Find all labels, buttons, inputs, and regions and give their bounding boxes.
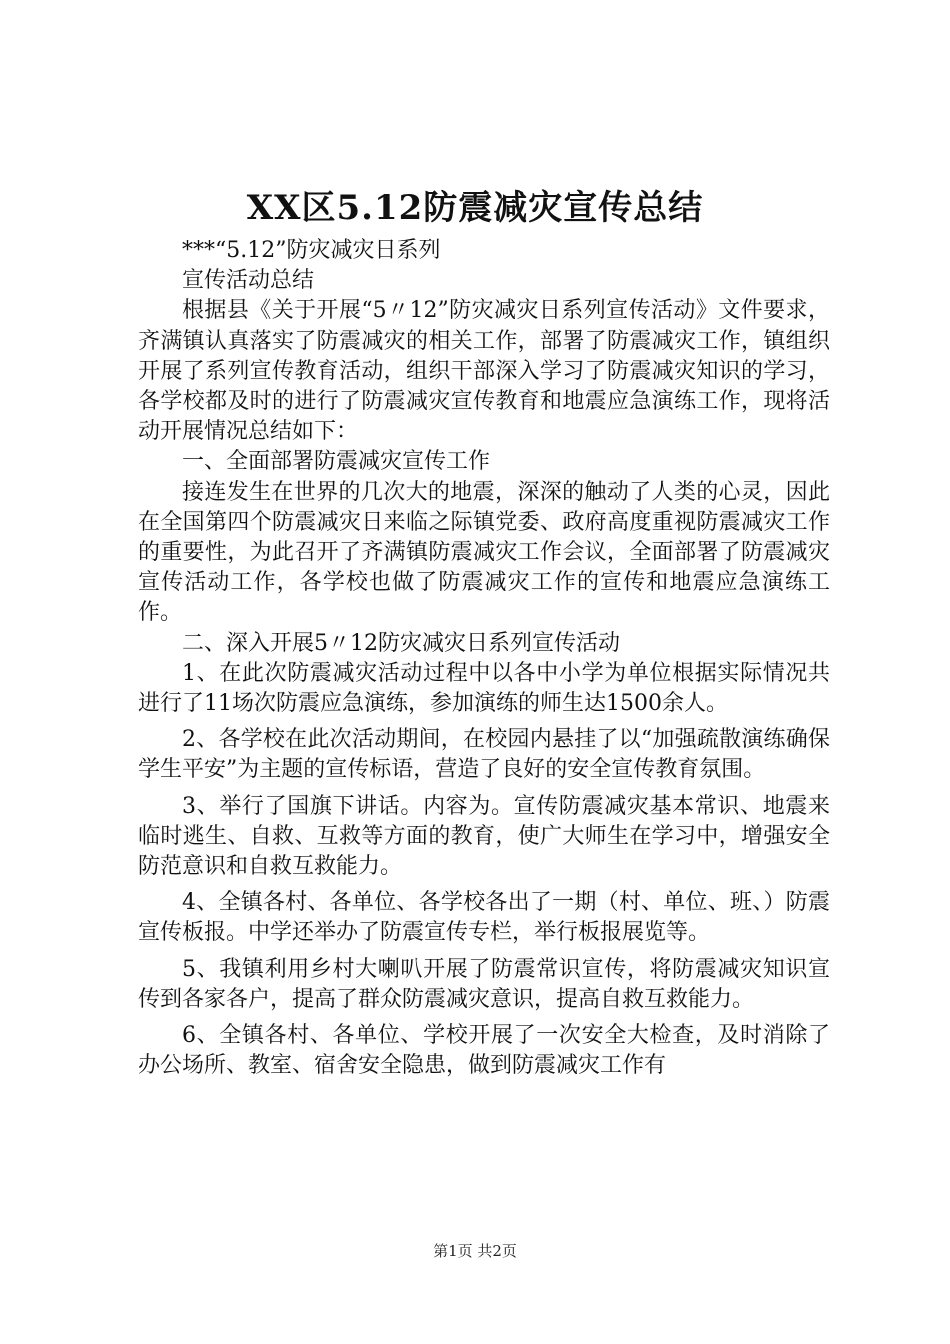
paragraph-subtitle-line-1: ***“5.12”防灾减灾日系列 xyxy=(182,238,441,263)
paragraph-subtitle-line-2: 宣传活动总结 xyxy=(182,268,315,294)
paragraph-item-1: 1、在此次防震减灾活动过程中以各中小学为单位根据实际情况共进行了11场次防震应急演练，参加演练的师生达1500余人。 xyxy=(138,660,830,717)
section-heading-1: 一、全面部署防震减灾宣传工作 xyxy=(182,449,491,475)
paragraph-item-4: 4、全镇各村、各单位、各学校各出了一期（村、单位、班、）防震宣传板报。中学还举办了防震宣传专栏，举行板报展览等。 xyxy=(138,890,830,946)
paragraph-section-1: 接连发生在世界的几次大的地震，深深的触动了人类的心灵，因此在全国第四个防震减灾日来临之际镇党委、政府高度重视防震减灾工作的重要性，为此召开了齐满镇防震减灾工作会议，全面部署了防震减灾宣传活动工作，各学校也做了防震减灾工作的宣传和地震应急演练工作。 xyxy=(138,479,830,626)
document-title: XX区5.12防震减灾宣传总结 xyxy=(246,188,704,228)
section-heading-2: 二、深入开展5〃12防灾减灾日系列宣传活动 xyxy=(182,630,620,656)
paragraph-intro: 根据县《关于开展“5〃12”防灾减灾日系列宣传活动》文件要求，齐满镇认真落实了防震减灾的相关工作，部署了防震减灾工作，镇组织开展了系列宣传教育活动，组织干部深入学习了防震减灾知识的学习，各学校都及时的进行了防震减灾宣传教育和地震应急演练工作，现将活动开展情况总结如下： xyxy=(138,298,830,445)
paragraph-item-5: 5、我镇利用乡村大喇叭开展了防震常识宣传，将防震减灾知识宣传到各家各户，提高了群众防震减灾意识，提高自救互救能力。 xyxy=(138,956,830,1012)
page-footer: 第1页 共2页 xyxy=(433,1242,517,1260)
paragraph-item-3: 3、举行了国旗下讲话。内容为。宣传防震减灾基本常识、地震来临时逃生、自救、互救等方面的教育，使广大师生在学习中，增强安全防范意识和自救互救能力。 xyxy=(138,793,830,880)
paragraph-item-6: 6、全镇各村、各单位、学校开展了一次安全大检查，及时消除了办公场所、教室、宿舍安全隐患，做到防震减灾工作有 xyxy=(138,1023,830,1079)
document-body xyxy=(138,236,830,1081)
paragraph-item-2: 2、各学校在此次活动期间，在校园内悬挂了以“加强疏散演练确保学生平安”为主题的宣传标语，营造了良好的安全宣传教育氛围。 xyxy=(138,727,830,783)
